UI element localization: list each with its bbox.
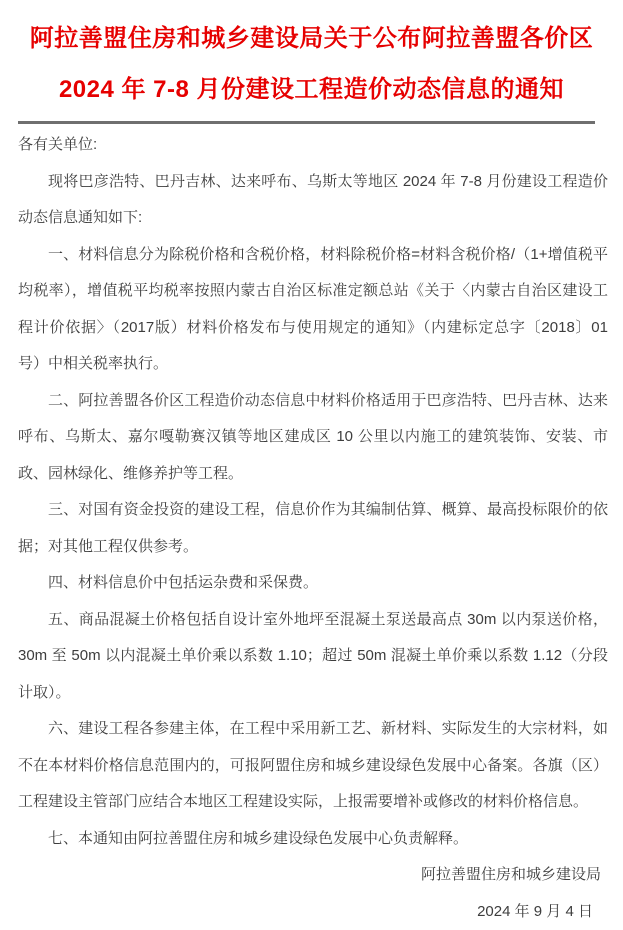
notice-item-1: 一、材料信息分为除税价格和含税价格，材料除税价格=材料含税价格/（1+增值税平均税率），增值税平均税率按照内蒙古自治区标准定额总站《关于〈内蒙古自治区建设工程计价依据〉（2017版）材料价格发布与使用规定的通知》（内建标定总字〔2018〕01 号）中相关税率执行。: [18, 237, 608, 383]
notice-item-2: 二、阿拉善盟各价区工程造价动态信息中材料价格适用于巴彦浩特、巴丹吉林、达来呼布、乌斯太、嘉尔嘎勒赛汉镇等地区建成区 10 公里以内施工的建筑装饰、安装、市政、园林绿化、维修养护等工程。: [18, 383, 608, 493]
notice-item-4: 四、材料信息价中包括运杂费和采保费。: [18, 565, 608, 602]
notice-body: [0, 124, 623, 857]
notice-item-6: 六、建设工程各参建主体，在工程中采用新工艺、新材料、实际发生的大宗材料，如不在本材料价格信息范围内的，可报阿盟住房和城乡建设绿色发展中心备案。各旗（区）工程建设主管部门应结合本地区工程建设实际，上报需要增补或修改的材料价格信息。: [18, 711, 608, 821]
issue-date: 2024 年 9 月 4 日: [0, 894, 601, 930]
salutation: 各有关单位:: [18, 127, 608, 164]
notice-title-line1: 阿拉善盟住房和城乡建设局关于公布阿拉善盟各价区: [0, 13, 623, 64]
signature-block: [0, 857, 623, 930]
notice-title-line2: 2024 年 7-8 月份建设工程造价动态信息的通知: [0, 64, 623, 115]
issuer-signature: 阿拉善盟住房和城乡建设局: [0, 857, 601, 894]
notice-item-3: 三、对国有资金投资的建设工程，信息价作为其编制估算、概算、最高投标限价的依据；对其他工程仅供参考。: [18, 492, 608, 565]
intro-paragraph: 现将巴彦浩特、巴丹吉林、达来呼布、乌斯太等地区 2024 年 7-8 月份建设工程造价动态信息通知如下:: [18, 164, 608, 237]
notice-item-7: 七、本通知由阿拉善盟住房和城乡建设绿色发展中心负责解释。: [18, 821, 608, 858]
notice-title: [0, 0, 623, 115]
notice-item-5: 五、商品混凝土价格包括自设计室外地坪至混凝土泵送最高点 30m 以内泵送价格，30m 至 50m 以内混凝土单价乘以系数 1.10；超过 50m 混凝土单价乘以系数 1.12（分段计取）。: [18, 602, 608, 712]
